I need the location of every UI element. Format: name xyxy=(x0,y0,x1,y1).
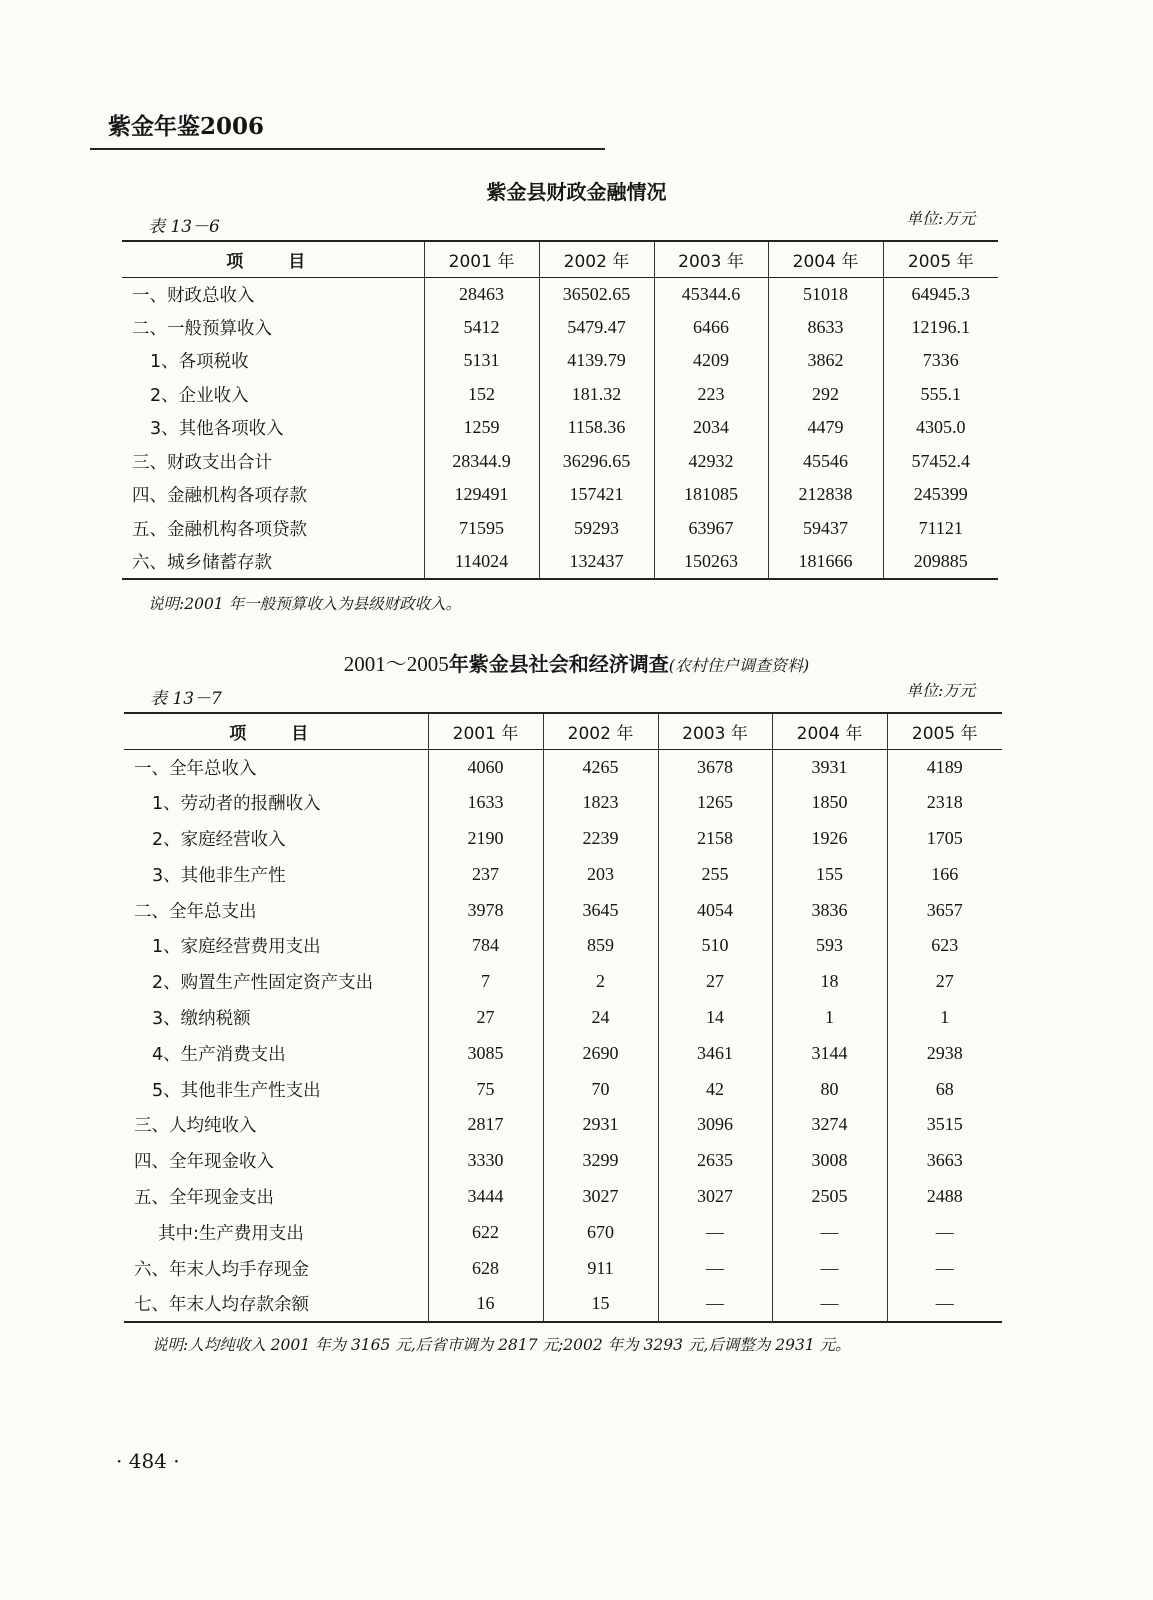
cell-value: 3008 xyxy=(772,1143,887,1179)
row-label: 五、全年现金支出 xyxy=(134,1187,274,1208)
row-label: 5、其他非生产性支出 xyxy=(152,1080,321,1101)
row-label: 3、缴纳税额 xyxy=(152,1008,251,1029)
cell-value: 36296.65 xyxy=(539,445,654,479)
cell-value: 4305.0 xyxy=(883,411,998,445)
cell-value: 4265 xyxy=(543,749,658,785)
cell-value: 181085 xyxy=(654,478,768,512)
cell-value: 4060 xyxy=(428,749,543,785)
row-label: 一、财政总收入 xyxy=(132,285,255,306)
table-row xyxy=(124,1107,1002,1143)
table-row xyxy=(124,1035,1002,1071)
table-row xyxy=(122,344,998,378)
cell-value: 3144 xyxy=(772,1035,887,1071)
cell-value: 2931 xyxy=(543,1107,658,1143)
cell-value: 2034 xyxy=(654,411,768,445)
row-label: 1、各项税收 xyxy=(150,352,249,373)
cell-value: 15 xyxy=(543,1286,658,1322)
cell-value: — xyxy=(658,1286,772,1322)
cell-value: — xyxy=(887,1214,1002,1250)
cell-value: 1926 xyxy=(772,821,887,857)
table-row xyxy=(124,1286,1002,1322)
row-label: 1、劳动者的报酬收入 xyxy=(152,794,321,815)
cell-value: 3027 xyxy=(658,1179,772,1215)
page-number: · 484 · xyxy=(116,1449,180,1473)
col-header-2001: 2001 年 xyxy=(424,241,539,277)
col-header-item: 项 目 xyxy=(124,713,428,749)
cell-value: 181.32 xyxy=(539,378,654,412)
cell-value: 7336 xyxy=(883,344,998,378)
cell-value: 3444 xyxy=(428,1179,543,1215)
cell-value: 75 xyxy=(428,1071,543,1107)
cell-value: — xyxy=(887,1250,1002,1286)
cell-value: 2318 xyxy=(887,785,1002,821)
cell-value: 3978 xyxy=(428,892,543,928)
cell-value: 2488 xyxy=(887,1179,1002,1215)
cell-value: 114024 xyxy=(424,545,539,579)
cell-value: 3027 xyxy=(543,1179,658,1215)
cell-value: 45546 xyxy=(768,445,883,479)
cell-value: 5131 xyxy=(424,344,539,378)
cell-value: 42932 xyxy=(654,445,768,479)
cell-value: 2817 xyxy=(428,1107,543,1143)
cell-value: 132437 xyxy=(539,545,654,579)
table2-header-row xyxy=(124,713,1002,749)
cell-value: 3274 xyxy=(772,1107,887,1143)
cell-value: 8633 xyxy=(768,311,883,345)
cell-value: 255 xyxy=(658,856,772,892)
table-row xyxy=(124,1214,1002,1250)
cell-value: 203 xyxy=(543,856,658,892)
cell-value: 71595 xyxy=(424,512,539,546)
cell-value: 3862 xyxy=(768,344,883,378)
cell-value: 3645 xyxy=(543,892,658,928)
cell-value: 4479 xyxy=(768,411,883,445)
cell-value: 2 xyxy=(543,964,658,1000)
cell-value: 59437 xyxy=(768,512,883,546)
cell-value: 1850 xyxy=(772,785,887,821)
cell-value: 1633 xyxy=(428,785,543,821)
cell-value: 3657 xyxy=(887,892,1002,928)
cell-value: 2505 xyxy=(772,1179,887,1215)
cell-value: 181666 xyxy=(768,545,883,579)
cell-value: 784 xyxy=(428,928,543,964)
col-header-2005: 2005 年 xyxy=(883,241,998,277)
cell-value: 27 xyxy=(428,1000,543,1036)
cell-value: 4189 xyxy=(887,749,1002,785)
cell-value: 27 xyxy=(887,964,1002,1000)
row-label: 2、购置生产性固定资产支出 xyxy=(152,973,374,994)
cell-value: 1823 xyxy=(543,785,658,821)
row-label: 七、年末人均存款余额 xyxy=(134,1294,309,1315)
cell-value: 42 xyxy=(658,1071,772,1107)
cell-value: 3096 xyxy=(658,1107,772,1143)
col-header-2005: 2005 年 xyxy=(887,713,1002,749)
cell-value: 622 xyxy=(428,1214,543,1250)
col-header-2004: 2004 年 xyxy=(772,713,887,749)
row-label: 三、财政支出合计 xyxy=(132,452,272,473)
table-row xyxy=(122,277,998,311)
table1-financial xyxy=(122,240,998,580)
row-label: 一、全年总收入 xyxy=(134,758,257,779)
cell-value: 64945.3 xyxy=(883,277,998,311)
cell-value: — xyxy=(772,1250,887,1286)
table-row xyxy=(124,785,1002,821)
cell-value: 63967 xyxy=(654,512,768,546)
table-row xyxy=(124,856,1002,892)
cell-value: 3330 xyxy=(428,1143,543,1179)
cell-value: 3085 xyxy=(428,1035,543,1071)
cell-value: 623 xyxy=(887,928,1002,964)
col-header-2004: 2004 年 xyxy=(768,241,883,277)
cell-value: 859 xyxy=(543,928,658,964)
cell-value: 3299 xyxy=(543,1143,658,1179)
row-label: 六、城乡储蓄存款 xyxy=(132,552,272,573)
cell-value: 5479.47 xyxy=(539,311,654,345)
cell-value: 4139.79 xyxy=(539,344,654,378)
row-label: 六、年末人均手存现金 xyxy=(134,1259,309,1280)
cell-value: 28463 xyxy=(424,277,539,311)
cell-value: 2635 xyxy=(658,1143,772,1179)
header-rule xyxy=(90,148,605,150)
row-label: 2、企业收入 xyxy=(150,385,249,406)
table-row xyxy=(124,1071,1002,1107)
table2-unit: 单位:万元 xyxy=(906,681,976,700)
cell-value: 166 xyxy=(887,856,1002,892)
cell-value: — xyxy=(772,1214,887,1250)
cell-value: 2690 xyxy=(543,1035,658,1071)
table1-number: 表 13－6 xyxy=(148,217,220,237)
cell-value: — xyxy=(658,1250,772,1286)
cell-value: 593 xyxy=(772,928,887,964)
cell-value: 70 xyxy=(543,1071,658,1107)
cell-value: 4054 xyxy=(658,892,772,928)
cell-value: 3678 xyxy=(658,749,772,785)
table2-title-main: 年紫金县社会和经济调查 xyxy=(448,652,669,676)
cell-value: 1158.36 xyxy=(539,411,654,445)
row-label: 二、全年总支出 xyxy=(134,901,257,922)
cell-value: 57452.4 xyxy=(883,445,998,479)
cell-value: 2938 xyxy=(887,1035,1002,1071)
table-row xyxy=(124,892,1002,928)
cell-value: 4209 xyxy=(654,344,768,378)
cell-value: 68 xyxy=(887,1071,1002,1107)
cell-value: 12196.1 xyxy=(883,311,998,345)
cell-value: — xyxy=(887,1286,1002,1322)
cell-value: 237 xyxy=(428,856,543,892)
table1-unit: 单位:万元 xyxy=(906,209,976,228)
row-label: 2、家庭经营收入 xyxy=(152,829,286,850)
col-header-2003: 2003 年 xyxy=(654,241,768,277)
cell-value: — xyxy=(772,1286,887,1322)
cell-value: 150263 xyxy=(654,545,768,579)
cell-value: 2158 xyxy=(658,821,772,857)
cell-value: 1705 xyxy=(887,821,1002,857)
col-header-2002: 2002 年 xyxy=(543,713,658,749)
cell-value: 510 xyxy=(658,928,772,964)
cell-value: 157421 xyxy=(539,478,654,512)
cell-value: 80 xyxy=(772,1071,887,1107)
table2-survey xyxy=(124,712,1002,1323)
row-label: 3、其他非生产性 xyxy=(152,865,286,886)
cell-value: 1265 xyxy=(658,785,772,821)
table2-title-sub: (农村住户调查资料) xyxy=(668,656,810,675)
cell-value: 14 xyxy=(658,1000,772,1036)
cell-value: 45344.6 xyxy=(654,277,768,311)
table1-note: 说明:2001 年一般预算收入为县级财政收入。 xyxy=(148,595,462,613)
col-header-2003: 2003 年 xyxy=(658,713,772,749)
table-row xyxy=(124,1179,1002,1215)
col-header-item: 项 目 xyxy=(122,241,424,277)
cell-value: 28344.9 xyxy=(424,445,539,479)
col-header-2002: 2002 年 xyxy=(539,241,654,277)
row-label: 4、生产消费支出 xyxy=(152,1044,286,1065)
row-label: 四、全年现金收入 xyxy=(134,1152,274,1173)
cell-value: 129491 xyxy=(424,478,539,512)
table-row xyxy=(124,1143,1002,1179)
table1-title: 紫金县财政金融情况 xyxy=(486,180,667,204)
table-row xyxy=(124,1000,1002,1036)
row-label: 1、家庭经营费用支出 xyxy=(152,937,321,958)
cell-value: 51018 xyxy=(768,277,883,311)
cell-value: 245399 xyxy=(883,478,998,512)
cell-value: 1 xyxy=(887,1000,1002,1036)
table-row xyxy=(124,964,1002,1000)
cell-value: 3461 xyxy=(658,1035,772,1071)
cell-value: 5412 xyxy=(424,311,539,345)
cell-value: 7 xyxy=(428,964,543,1000)
cell-value: 3836 xyxy=(772,892,887,928)
row-label: 三、人均纯收入 xyxy=(134,1116,257,1137)
cell-value: 71121 xyxy=(883,512,998,546)
table2-title xyxy=(0,648,1153,678)
table-row xyxy=(122,445,998,479)
table-row xyxy=(122,478,998,512)
table-row xyxy=(122,411,998,445)
cell-value: — xyxy=(658,1214,772,1250)
cell-value: 155 xyxy=(772,856,887,892)
cell-value: 212838 xyxy=(768,478,883,512)
cell-value: 911 xyxy=(543,1250,658,1286)
table-row xyxy=(124,749,1002,785)
cell-value: 6466 xyxy=(654,311,768,345)
table1-header-row xyxy=(122,241,998,277)
running-head: 紫金年鉴2006 xyxy=(108,113,265,140)
cell-value: 209885 xyxy=(883,545,998,579)
cell-value: 292 xyxy=(768,378,883,412)
table-row xyxy=(124,928,1002,964)
table-row xyxy=(122,512,998,546)
table-row xyxy=(124,821,1002,857)
cell-value: 555.1 xyxy=(883,378,998,412)
table2-title-years: 2001～2005 xyxy=(343,652,449,676)
cell-value: 27 xyxy=(658,964,772,1000)
cell-value: 24 xyxy=(543,1000,658,1036)
table2-number: 表 13－7 xyxy=(150,689,222,709)
cell-value: 2239 xyxy=(543,821,658,857)
cell-value: 3515 xyxy=(887,1107,1002,1143)
cell-value: 59293 xyxy=(539,512,654,546)
cell-value: 16 xyxy=(428,1286,543,1322)
cell-value: 223 xyxy=(654,378,768,412)
cell-value: 1 xyxy=(772,1000,887,1036)
row-label: 四、金融机构各项存款 xyxy=(132,486,307,507)
table-row xyxy=(122,311,998,345)
table2-note: 说明:人均纯收入 2001 年为 3165 元,后省市调为 2817 元;2002 年为 3293 元,后调整为 2931 元。 xyxy=(152,1336,851,1354)
table-row xyxy=(122,545,998,579)
table-row xyxy=(124,1250,1002,1286)
cell-value: 2190 xyxy=(428,821,543,857)
row-label: 二、一般预算收入 xyxy=(132,318,272,339)
row-label: 五、金融机构各项贷款 xyxy=(132,519,307,540)
cell-value: 3663 xyxy=(887,1143,1002,1179)
cell-value: 670 xyxy=(543,1214,658,1250)
cell-value: 1259 xyxy=(424,411,539,445)
cell-value: 18 xyxy=(772,964,887,1000)
cell-value: 3931 xyxy=(772,749,887,785)
cell-value: 628 xyxy=(428,1250,543,1286)
cell-value: 152 xyxy=(424,378,539,412)
cell-value: 36502.65 xyxy=(539,277,654,311)
row-label: 3、其他各项收入 xyxy=(150,419,284,440)
row-label: 其中:生产费用支出 xyxy=(158,1223,304,1244)
table-row xyxy=(122,378,998,412)
col-header-2001: 2001 年 xyxy=(428,713,543,749)
